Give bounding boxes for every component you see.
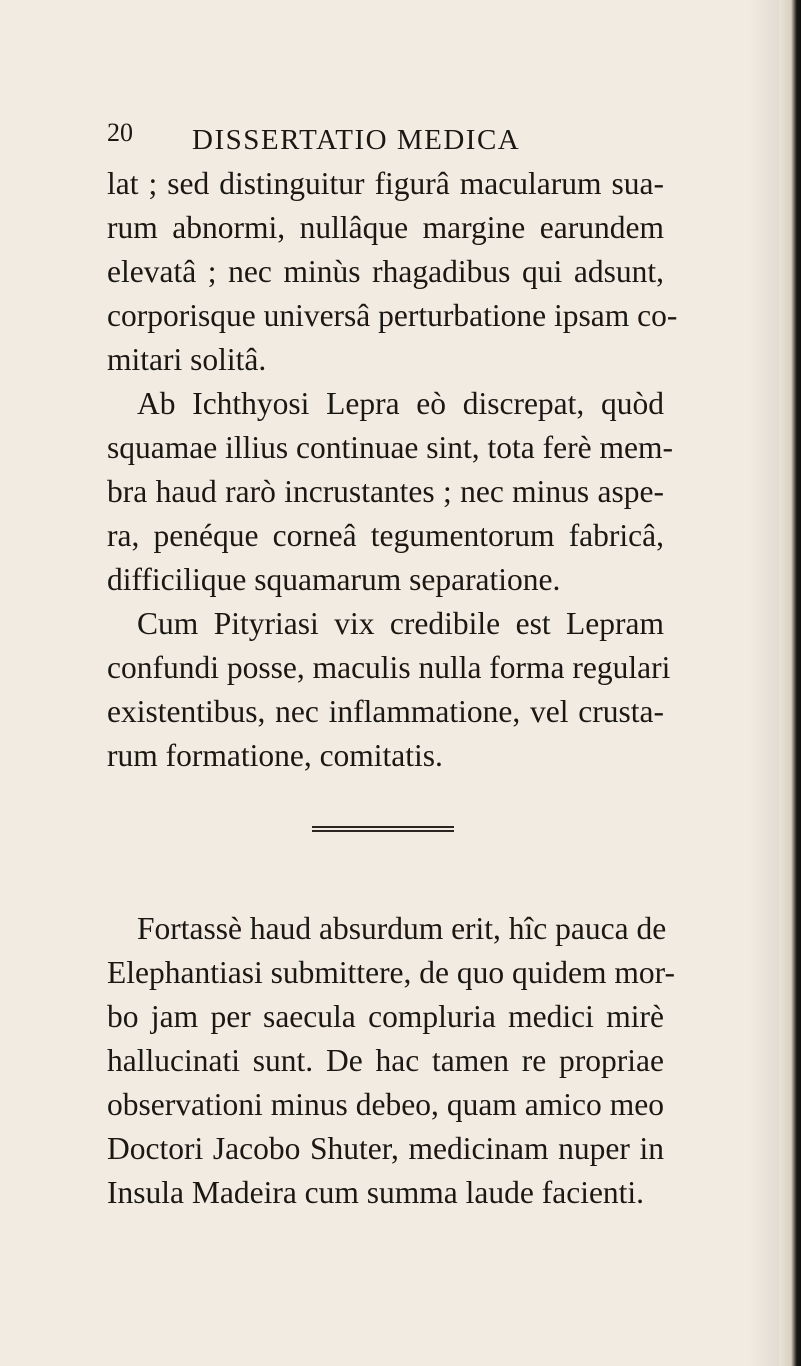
text-line: ra, penéque corneâ tegumentorum fabricâ,	[107, 518, 664, 553]
gutter-shadow	[749, 0, 779, 1366]
text-line: squamae illius continuae sint, tota ferè mem-	[107, 430, 673, 465]
text-line: hallucinati sunt. De hac tamen re propriae	[107, 1043, 664, 1078]
divider-line-bottom	[312, 830, 454, 832]
paragraph	[107, 602, 671, 778]
paragraph	[107, 907, 675, 1215]
text-line: rum abnormi, nullâque margine earundem	[107, 210, 664, 245]
text-line: Fortassè haud absurdum erit, hîc pauca de	[137, 911, 667, 946]
text-line: Insula Madeira cum summa laude facienti.	[107, 1175, 645, 1210]
page-edge	[779, 0, 801, 1366]
text-line: Ab Ichthyosi Lepra eò discrepat, quòd	[137, 386, 664, 421]
text-line: observationi minus debeo, quam amico meo	[107, 1087, 664, 1122]
text-line: bra haud rarò incrustantes ; nec minus aspe-	[107, 474, 664, 509]
text-line: corporisque universâ perturbatione ipsam co-	[107, 298, 678, 333]
text-line: Elephantiasi submittere, de quo quidem mor-	[107, 955, 675, 990]
text-line: mitari solitâ.	[107, 342, 267, 377]
text-line: Cum Pityriasi vix credibile est Lepram	[137, 606, 664, 641]
text-line: difficilique squamarum separatione.	[107, 562, 561, 597]
text-line: bo jam per saecula compluria medici mirè	[107, 999, 664, 1034]
text-block-upper	[107, 162, 678, 778]
divider-line-top	[312, 826, 454, 828]
paragraph	[107, 382, 673, 602]
section-divider-rule	[312, 826, 454, 832]
text-line: confundi posse, maculis nulla forma regulari	[107, 650, 671, 685]
page-number: 20	[107, 118, 133, 147]
text-line: rum formatione, comitatis.	[107, 738, 443, 773]
running-head: DISSERTATIO MEDICA	[192, 124, 521, 156]
text-line: Doctori Jacobo Shuter, medicinam nuper in	[107, 1131, 664, 1166]
text-line: existentibus, nec inflammatione, vel crusta-	[107, 694, 664, 729]
text-line: elevatâ ; nec minùs rhagadibus qui adsunt,	[107, 254, 664, 289]
text-line: lat ; sed distinguitur figurâ macularum sua-	[107, 166, 664, 201]
paragraph	[107, 162, 678, 382]
text-block-lower	[107, 907, 675, 1215]
